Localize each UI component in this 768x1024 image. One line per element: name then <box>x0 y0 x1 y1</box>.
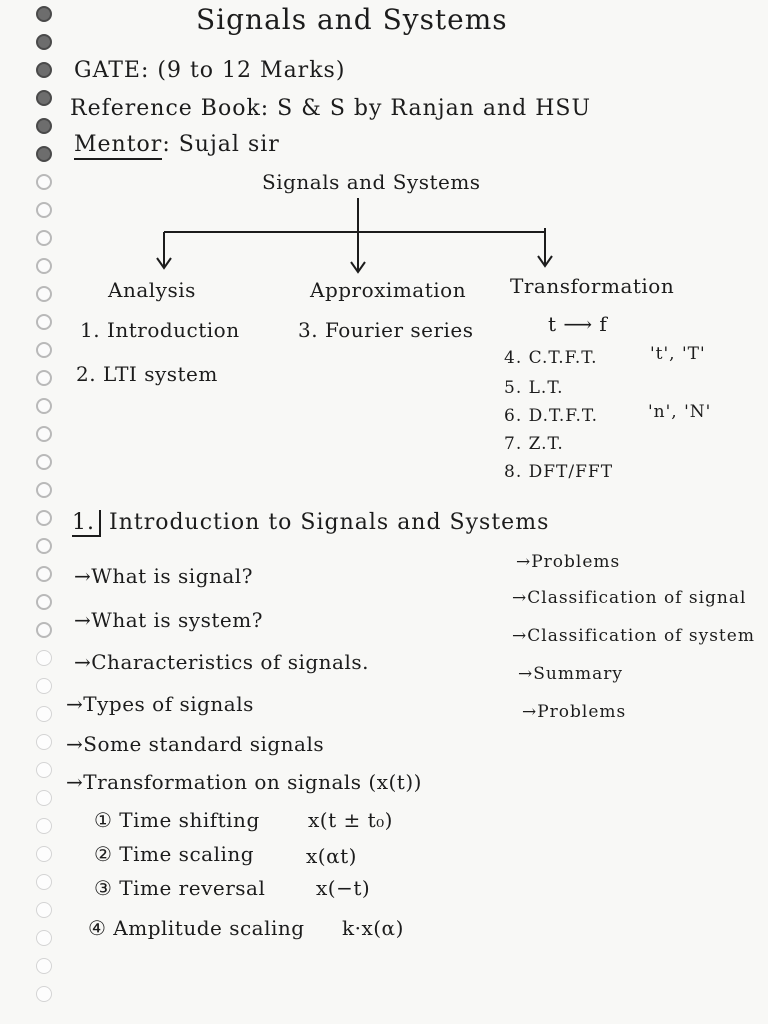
transform-item: 7. Z.T. <box>504 434 564 454</box>
section-heading <box>72 512 549 534</box>
topic-item: →What is system? <box>74 608 263 632</box>
transformation-formula: x(αt) <box>306 844 357 868</box>
topic-item-right: →Summary <box>518 664 623 684</box>
transformation-sub-item: ④ Amplitude scaling <box>88 916 305 940</box>
topic-item-right: →Classification of system <box>512 626 755 646</box>
binding-hole <box>36 930 52 946</box>
binding-hole <box>36 482 52 498</box>
binding-hole <box>36 398 52 414</box>
binding-hole <box>36 986 52 1002</box>
transformation-subheading: t ⟶ f <box>548 312 608 336</box>
transform-item: 8. DFT/FFT <box>504 462 614 482</box>
transform-item: 6. D.T.F.T. <box>504 406 599 426</box>
topic-item-right: →Classification of signal <box>512 588 747 608</box>
topic-item: →Types of signals <box>66 692 254 716</box>
binding-hole <box>36 426 52 442</box>
page-title: Signals and Systems <box>196 3 508 36</box>
gate-marks-line: GATE: (9 to 12 Marks) <box>74 58 346 83</box>
reference-book-line: Reference Book: S & S by Ranjan and HSU <box>70 96 592 121</box>
transform-item-note: 't', 'T' <box>650 344 706 364</box>
topic-item: →Transformation on signals (x(t)) <box>66 770 422 794</box>
binding-hole <box>36 958 52 974</box>
analysis-item: 1. Introduction <box>80 318 240 342</box>
binding-hole <box>36 902 52 918</box>
tree-root-label: Signals and Systems <box>262 170 481 194</box>
binding-hole <box>36 566 52 582</box>
section-number: 1. <box>72 510 101 537</box>
transformation-formula: x(t ± t₀) <box>308 808 393 832</box>
transform-item: 4. C.T.F.T. <box>504 348 598 368</box>
approximation-item: 3. Fourier series <box>298 318 474 342</box>
binding-hole <box>36 594 52 610</box>
topic-item: →What is signal? <box>74 564 253 588</box>
transformation-sub-item: ① Time shifting <box>94 808 260 832</box>
topic-item: →Some standard signals <box>66 732 325 756</box>
binding-hole <box>36 454 52 470</box>
binding-hole <box>36 650 52 666</box>
branch-heading-analysis: Analysis <box>108 278 196 302</box>
section-title: Introduction to Signals and Systems <box>109 510 550 535</box>
binding-hole <box>36 818 52 834</box>
mentor-name: : Sujal sir <box>162 132 280 157</box>
transformation-formula: k·x(α) <box>342 916 404 940</box>
analysis-item: 2. LTI system <box>76 362 218 386</box>
topic-item-right: →Problems <box>522 702 627 722</box>
binding-hole <box>36 510 52 526</box>
transform-item: 5. L.T. <box>504 378 564 398</box>
branch-heading-transformation: Transformation <box>510 274 675 298</box>
binding-hole <box>36 342 52 358</box>
mentor-label: Mentor <box>74 132 162 160</box>
binding-hole <box>36 874 52 890</box>
topic-item: →Characteristics of signals. <box>74 650 369 674</box>
transformation-formula: x(−t) <box>316 876 371 900</box>
binding-hole <box>36 622 52 638</box>
binding-hole <box>36 706 52 722</box>
topic-item-right: →Problems <box>516 552 621 572</box>
binding-hole <box>36 846 52 862</box>
transform-item-note: 'n', 'N' <box>648 402 712 422</box>
transformation-sub-item: ② Time scaling <box>94 842 255 866</box>
binding-hole <box>36 762 52 778</box>
binding-hole <box>36 314 52 330</box>
branch-heading-approximation: Approximation <box>310 278 467 302</box>
binding-hole <box>36 538 52 554</box>
binding-hole <box>36 790 52 806</box>
binding-hole <box>36 370 52 386</box>
tree-connectors <box>0 0 768 300</box>
binding-hole <box>36 734 52 750</box>
binding-hole <box>36 678 52 694</box>
transformation-sub-item: ③ Time reversal <box>94 876 266 900</box>
